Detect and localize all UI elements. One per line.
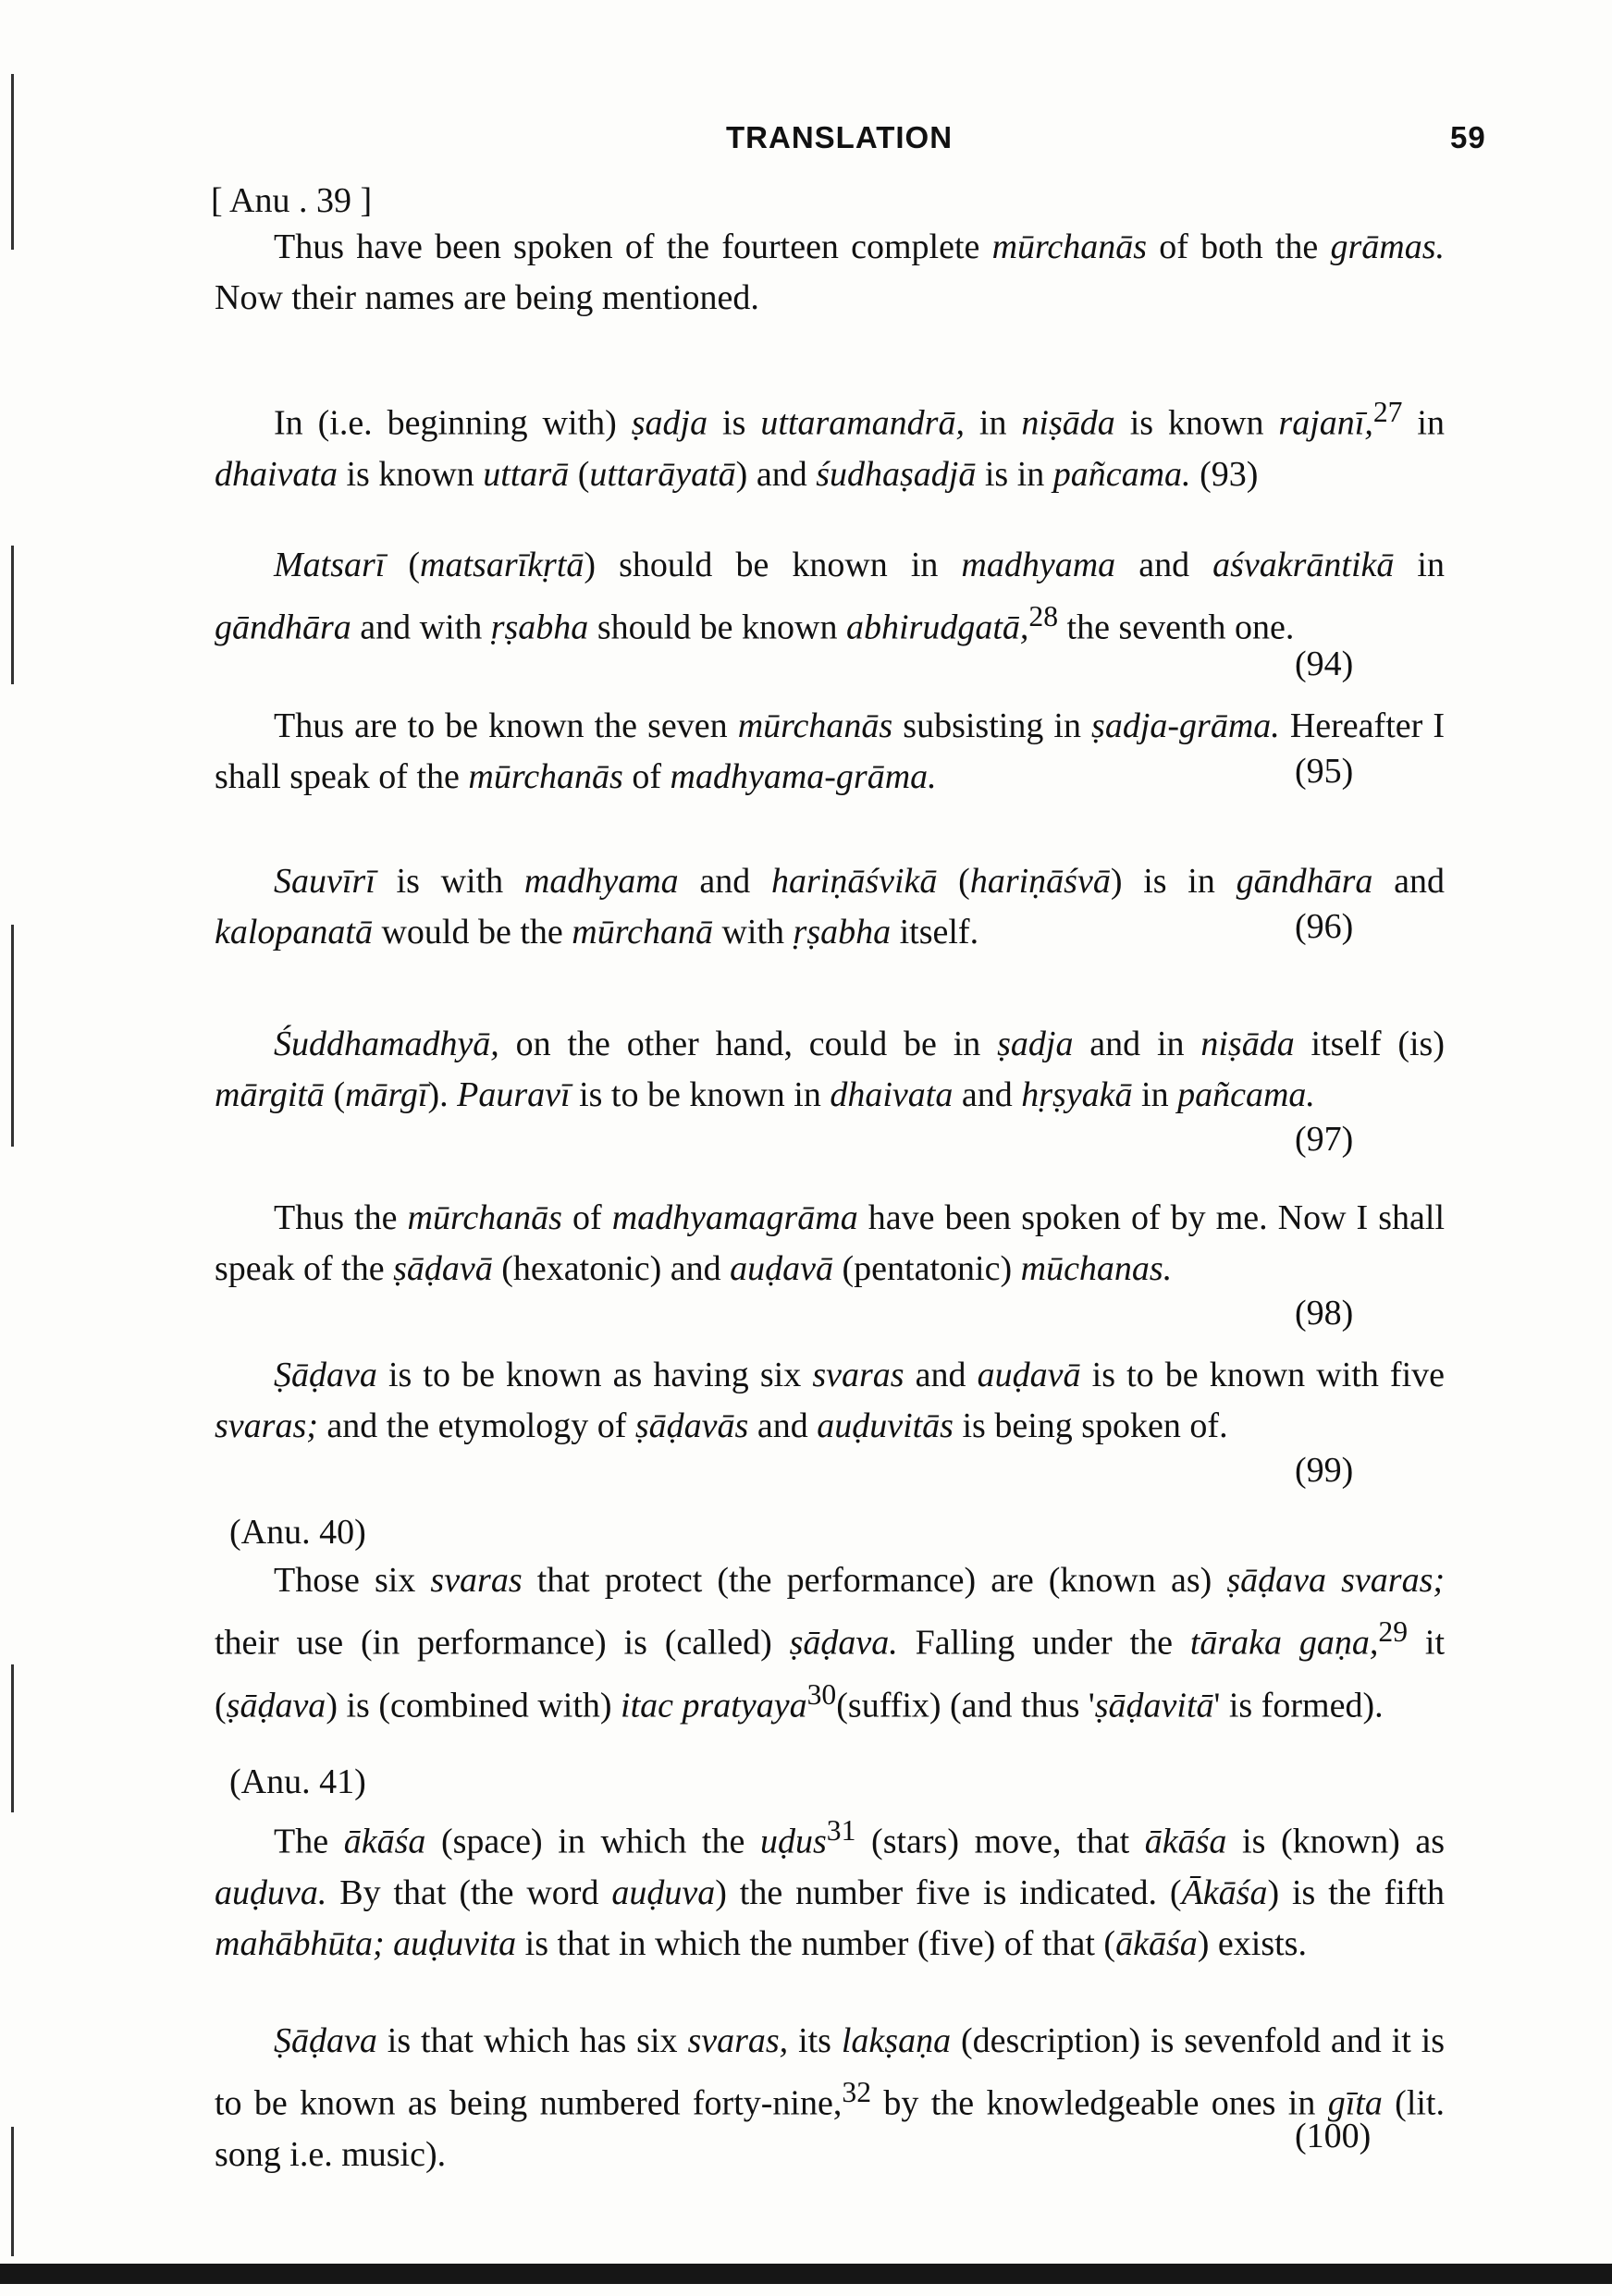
section-label: (Anu. 41) [229, 1762, 366, 1801]
section-label: [ Anu . 39 ] [211, 181, 373, 220]
verse-93: In (i.e. beginning with) ṣadja is uttaramandrā, in niṣāda is known rajanī,$^{27}$ in dhaivata is known uttarā (uttarāyatā) and śudhaṣadjā is in pañcama. (93) [215, 396, 1445, 494]
verse-97: Śuddhamadhyā, on the other hand, could be in ṣadja and in niṣāda itself (is) mārgitā (mārgī). Pauravī is to be known in dhaivata and hṛṣyakā in pañcama. [215, 1025, 1445, 1114]
paragraph-intro: Thus have been spoken of the fourteen complete mūrchanās of both the grāmas. Now their names are being mentioned. [215, 227, 1445, 317]
running-header-title: TRANSLATION [726, 120, 954, 154]
verse-number-94: (94) [1295, 645, 1354, 683]
page-number: 59 [1450, 120, 1486, 154]
verse-number-100: (100) [1295, 2117, 1372, 2155]
verse-number-97: (97) [1295, 1120, 1354, 1159]
section-label: (Anu. 40) [229, 1513, 366, 1552]
verse-94: Matsarī (matsarīkṛtā) should be known in madhyama and aśvakrāntikā in gāndhāra and with ṛṣabha should be known abhirudgatā,$^{28}$ the seventh one. [215, 546, 1445, 647]
verse-number-96: (96) [1295, 907, 1354, 946]
verse-96: Sauvīrī is with madhyama and hariṇāśvikā (hariṇāśvā) is in gāndhāra and kalopanatā would be the mūrchanā with ṛṣabha itself. [215, 862, 1445, 952]
scan-edge-mark [11, 546, 14, 684]
scan-edge-mark [11, 1664, 14, 1812]
paragraph-anu-40: Those six svaras that protect (the performance) are (known as) ṣāḍava svaras; their use (in performance) is (called) ṣāḍava. Falling under the tāraka gaṇa,$^{29}$ it (ṣāḍava) is (combined with) itac pratyaya$^{30}$(suffix) (and thus 'ṣāḍavitā' is formed). [215, 1561, 1446, 1725]
scan-edge-mark [11, 74, 14, 250]
verse-99: Ṣāḍava is to be known as having six svaras and auḍavā is to be known with five svaras; and the etymology of ṣāḍavās and auḍuvitās is being spoken of. [215, 1356, 1445, 1445]
paragraph-anu-41: The ākāśa (space) in which the uḍus$^{31}$ (stars) move, that ākāśa is (known) as auḍuva. By that (the word auḍuva) the number five is indicated. (Ākāśa) is the fifth mahābhūta; auḍuvita is that in which the number (five) of that (ākāśa) exists. [215, 1814, 1445, 1963]
verse-number-98: (98) [1295, 1294, 1354, 1332]
scan-bottom-edge [0, 2264, 1612, 2284]
verse-number-95: (95) [1295, 752, 1354, 791]
scan-edge-mark [11, 925, 14, 1147]
verse-number-99: (99) [1295, 1451, 1354, 1490]
verse-95: Thus are to be known the seven mūrchanās subsisting in ṣadja-grāma. Hereafter I shall speak of the mūrchanās of madhyama-grāma. [215, 706, 1445, 796]
scan-edge-mark [11, 2127, 14, 2256]
verse-98: Thus the mūrchanās of madhyamagrāma have been spoken of by me. Now I shall speak of the ṣāḍavā (hexatonic) and auḍavā (pentatonic) mūchanas. [215, 1198, 1446, 1288]
verse-100: Ṣāḍava is that which has six svaras, its lakṣaṇa (description) is sevenfold and it is to be known as being numbered forty-nine,$^{32}$ by the knowledgeable ones in gīta (lit. song i.e. music). [215, 2021, 1446, 2174]
